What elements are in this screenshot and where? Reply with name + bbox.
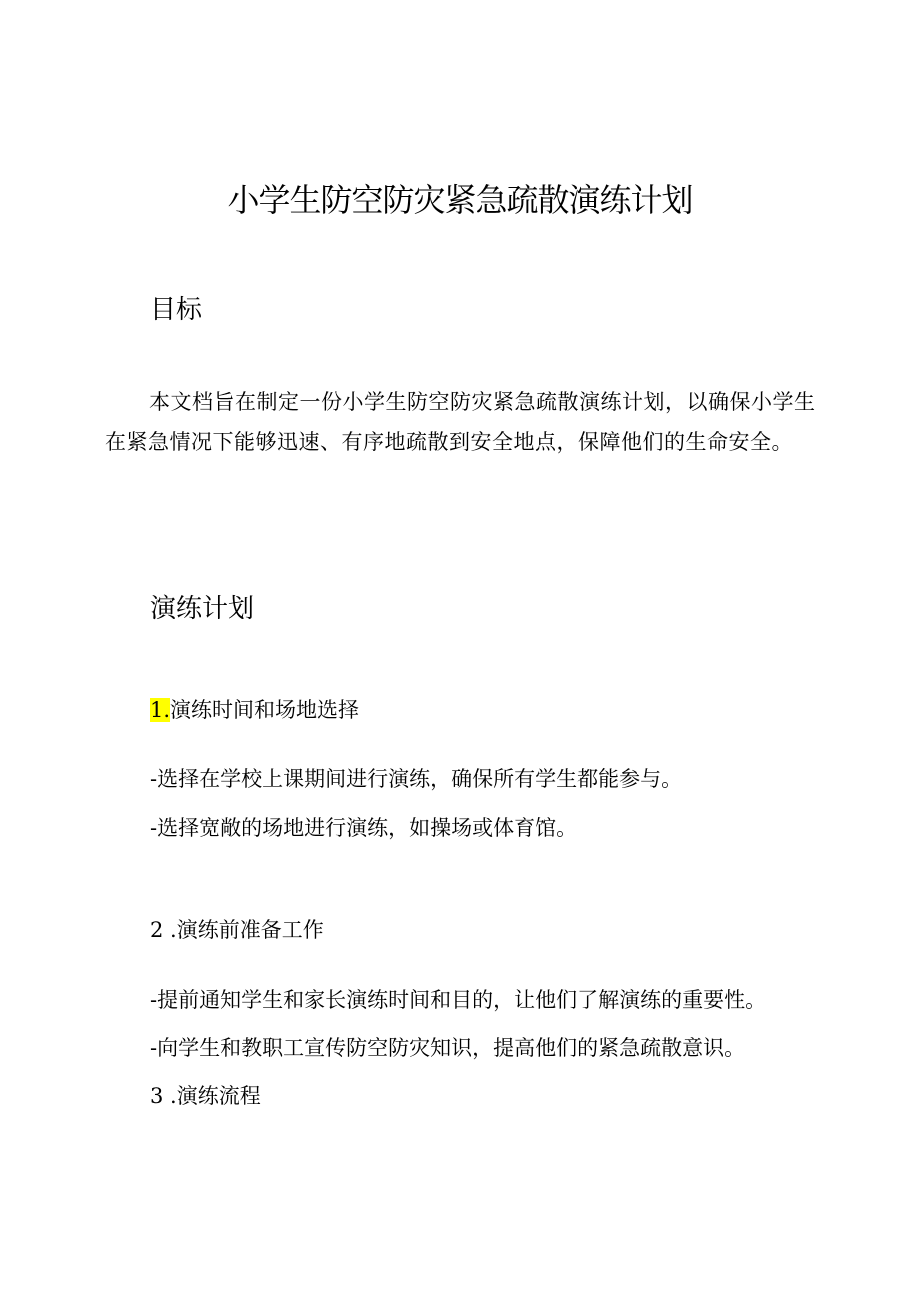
subsection-1-heading: [150, 695, 359, 725]
list-item: -选择宽敞的场地进行演练，如操场或体育馆。: [150, 816, 578, 840]
document-title: 小学生防空防灾紧急疏散演练计划: [227, 181, 693, 219]
list-item: -向学生和教职工宣传防空防灾知识，提高他们的紧急疏散意识。: [150, 1036, 746, 1060]
highlighted-number: 1.: [150, 698, 171, 722]
subsection-1-label: 演练时间和场地选择: [170, 698, 360, 722]
section-heading-plan: 演练计划: [150, 594, 255, 624]
list-item: -选择在学校上课期间进行演练，确保所有学生都能参与。: [150, 767, 683, 791]
list-item: -提前通知学生和家长演练时间和目的，让他们了解演练的重要性。: [150, 988, 767, 1012]
goal-paragraph: 本文档旨在制定一份小学生防空防灾紧急疏散演练计划，以确保小学生在紧急情况下能够迅速、有序地疏散到安全地点，保障他们的生命安全。: [105, 390, 816, 454]
section-heading-goal: 目标: [150, 295, 203, 325]
subsection-3-heading: 3 .演练流程: [150, 1084, 261, 1108]
subsection-2-heading: 2 .演练前准备工作: [150, 918, 324, 942]
